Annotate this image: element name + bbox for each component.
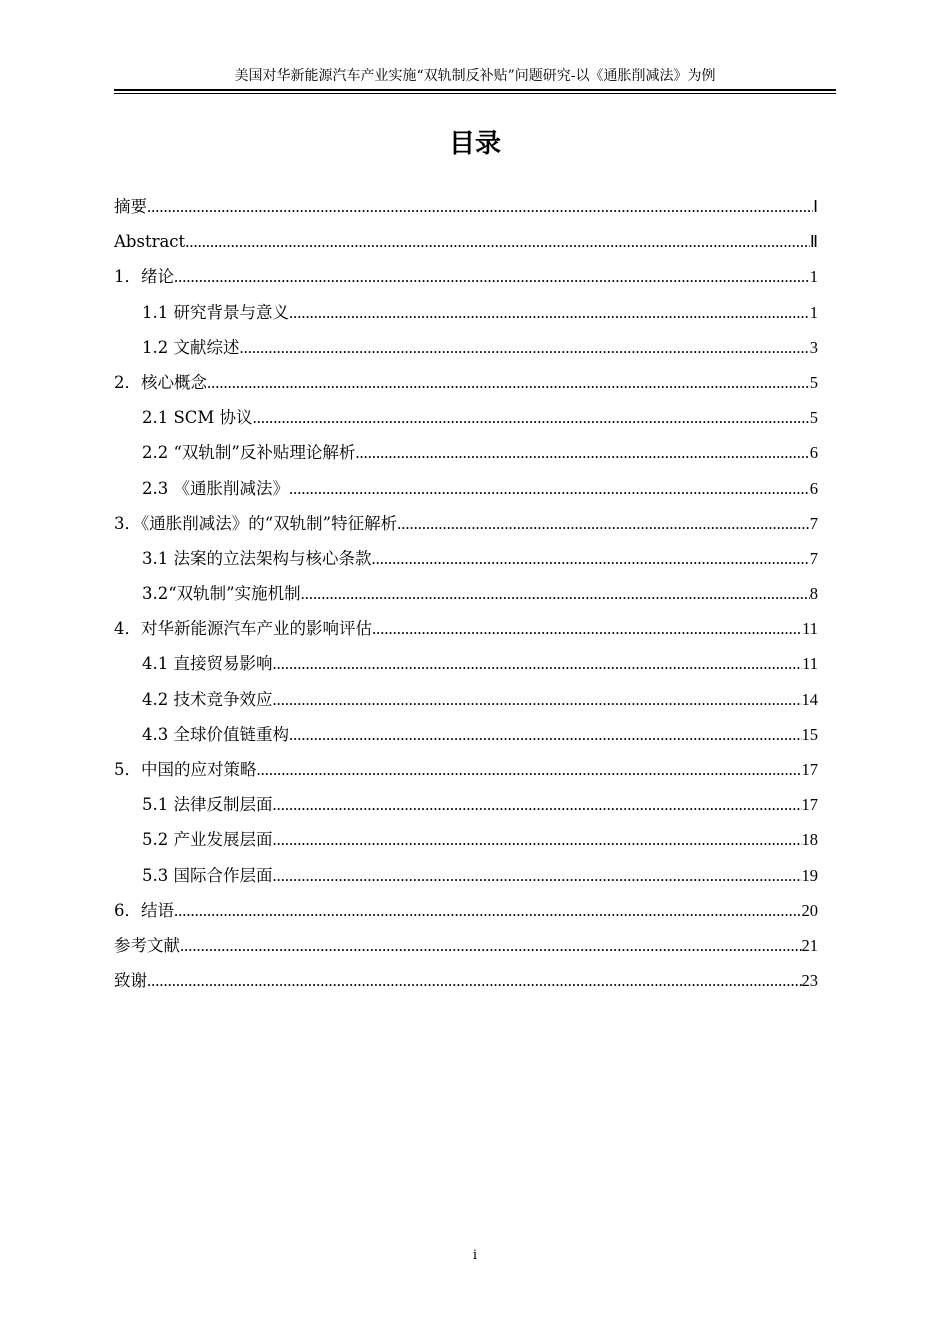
- toc-entry-page: 1: [809, 302, 818, 322]
- dot-leader: [289, 295, 810, 330]
- toc-entry-section-2-1[interactable]: [114, 400, 818, 435]
- header-divider: [114, 89, 836, 94]
- toc-entry-label: 2．核心概念: [114, 372, 207, 392]
- toc-entry-label: 1.1 研究背景与意义: [142, 302, 289, 322]
- toc-entry-references[interactable]: [114, 928, 818, 963]
- toc-entry-page: 11: [802, 619, 818, 639]
- toc-entry-page: 18: [801, 830, 818, 850]
- toc-entry-chapter-6[interactable]: [114, 893, 818, 928]
- toc-entry-section-2-3[interactable]: [114, 471, 818, 506]
- toc-entry-page: 17: [801, 760, 818, 779]
- toc-entry-page: 3: [809, 337, 818, 357]
- toc-entry-page: 7: [809, 548, 818, 568]
- toc-entry-chapter-1[interactable]: [114, 259, 818, 294]
- toc-entry-label: 4.3 全球价值链重构: [142, 724, 289, 744]
- toc-entry-page: 1: [809, 267, 818, 287]
- toc-entry-page: 5: [809, 408, 818, 428]
- toc-entry-label: 4.2 技术竞争效应: [142, 689, 273, 709]
- toc-entry-label: 3.1 法案的立法架构与核心条款: [142, 548, 372, 568]
- dot-leader: [289, 471, 810, 506]
- dot-leader: [301, 576, 810, 611]
- toc-entry-page: 17: [801, 795, 818, 815]
- toc-entry-section-4-3[interactable]: [114, 717, 818, 752]
- table-of-contents: [114, 189, 818, 998]
- toc-entry-page: 19: [801, 865, 818, 885]
- toc-entry-label: 参考文献: [114, 935, 180, 955]
- toc-entry-page: 7: [809, 513, 818, 533]
- toc-entry-section-5-2[interactable]: [114, 822, 818, 857]
- dot-leader: [355, 435, 809, 470]
- toc-entry-page: 8: [809, 584, 818, 604]
- dot-leader: [372, 541, 810, 576]
- toc-entry-chapter-3[interactable]: [114, 506, 818, 541]
- toc-entry-label: 5．中国的应对策略: [114, 760, 257, 779]
- dot-leader: [147, 963, 802, 998]
- toc-entry-label: 2.3 《通胀削减法》: [142, 478, 289, 498]
- dot-leader: [273, 858, 802, 893]
- dot-leader: [273, 787, 802, 822]
- toc-entry-section-4-2[interactable]: [114, 682, 818, 717]
- toc-entry-page: Ⅱ: [809, 232, 818, 252]
- toc-entry-page: 21: [801, 935, 818, 955]
- dot-leader: [174, 893, 802, 928]
- toc-title: 目录: [448, 129, 501, 159]
- dot-leader: [240, 330, 810, 365]
- running-header: 美国对华新能源汽车产业实施“双轨制反补贴”问题研究-以《通胀削减法》为例: [234, 68, 716, 84]
- toc-entry-chapter-4[interactable]: [114, 611, 818, 646]
- toc-entry-acknowledgements[interactable]: [114, 963, 818, 998]
- toc-entry-section-2-2[interactable]: [114, 435, 818, 470]
- toc-entry-chapter-2[interactable]: [114, 365, 818, 400]
- toc-entry-label: 3．《通胀削减法》的“双轨制”特征解析: [114, 513, 398, 533]
- toc-entry-label: 6．结语: [114, 900, 174, 920]
- toc-entry-label: 2.1 SCM 协议: [142, 408, 253, 428]
- toc-entry-chapter-5[interactable]: [114, 752, 818, 787]
- page-number: i: [472, 1248, 478, 1263]
- toc-entry-section-5-1[interactable]: [114, 787, 818, 822]
- toc-entry-label: 1.2 文献综述: [142, 337, 240, 357]
- dot-leader: [257, 752, 802, 787]
- toc-entry-label: Abstract: [114, 232, 186, 252]
- toc-entry-label: 5.2 产业发展层面: [142, 830, 273, 850]
- dot-leader: [273, 646, 803, 681]
- toc-entry-page: 5: [809, 372, 818, 392]
- toc-entry-page: Ⅰ: [813, 197, 818, 216]
- toc-entry-label: 4.1 直接贸易影响: [142, 654, 273, 674]
- toc-entry-label: 4．对华新能源汽车产业的影响评估: [114, 619, 372, 639]
- toc-entry-label: 2.2 “双轨制”反补贴理论解析: [142, 443, 356, 463]
- toc-entry-page: 6: [809, 478, 818, 498]
- dot-leader: [180, 928, 802, 963]
- toc-entry-abstract-en[interactable]: [114, 224, 818, 259]
- toc-entry-section-4-1[interactable]: [114, 646, 818, 681]
- toc-entry-label: 致谢: [114, 971, 147, 991]
- toc-entry-page: 20: [801, 900, 818, 920]
- dot-leader: [185, 224, 810, 259]
- toc-entry-label: 摘要: [114, 197, 147, 216]
- toc-entry-section-5-3[interactable]: [114, 858, 818, 893]
- dot-leader: [372, 611, 802, 646]
- toc-entry-page: 11: [802, 654, 818, 674]
- toc-entry-section-3-1[interactable]: [114, 541, 818, 576]
- toc-entry-abstract-cn[interactable]: [114, 189, 818, 224]
- toc-entry-page: 14: [801, 689, 818, 709]
- dot-leader: [273, 682, 802, 717]
- toc-entry-section-3-2[interactable]: [114, 576, 818, 611]
- dot-leader: [289, 717, 802, 752]
- toc-entry-page: 15: [801, 724, 818, 744]
- toc-entry-label: 5.1 法律反制层面: [142, 795, 273, 815]
- dot-leader: [397, 506, 810, 541]
- toc-entry-label: 5.3 国际合作层面: [142, 865, 273, 885]
- toc-entry-section-1-2[interactable]: [114, 330, 818, 365]
- toc-entry-label: 1．绪论: [114, 267, 174, 287]
- dot-leader: [174, 259, 810, 294]
- dot-leader: [147, 189, 813, 224]
- toc-entry-page: 23: [801, 971, 818, 991]
- dot-leader: [273, 822, 802, 857]
- dot-leader: [253, 400, 810, 435]
- dot-leader: [207, 365, 810, 400]
- toc-entry-section-1-1[interactable]: [114, 295, 818, 330]
- toc-entry-page: 6: [809, 443, 818, 463]
- toc-entry-label: 3.2“双轨制”实施机制: [142, 584, 301, 604]
